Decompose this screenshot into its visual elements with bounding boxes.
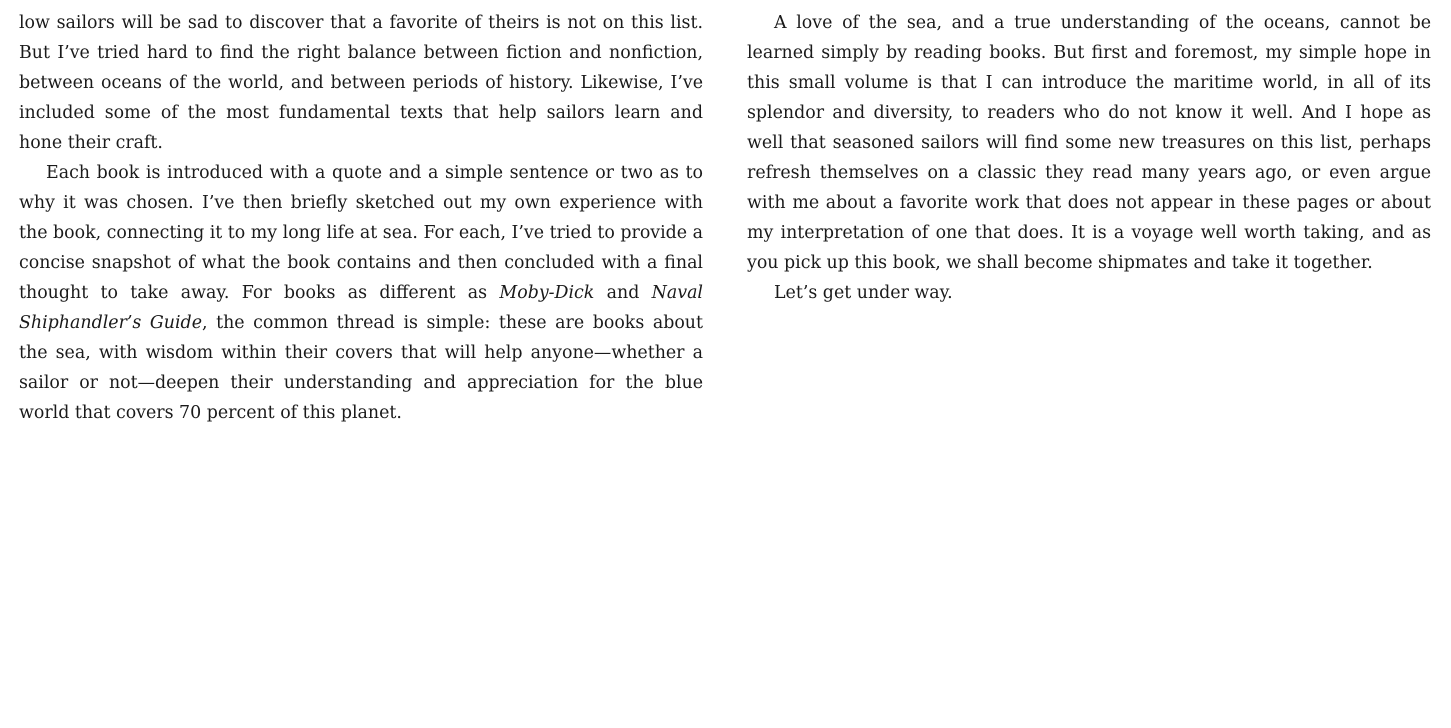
book-spread <box>19 8 1431 428</box>
left-paragraph-2-text-c: , the common thread is simple: these are books about the sea, with wisdom within their covers that will help anyone—whether a sailor or not—deepen their understanding and appreciation for the blue world that covers 70 percent of this planet. <box>19 313 703 423</box>
left-page <box>19 8 703 428</box>
left-paragraph-2-text-b: and <box>594 283 652 303</box>
right-page <box>747 8 1431 428</box>
left-paragraph-2 <box>19 158 703 428</box>
book-title-naval-shiphandlers-guide: Naval Shiphandler’s Guide <box>19 283 703 333</box>
right-paragraph-1: A love of the sea, and a true understanding of the oceans, cannot be learned simply by reading books. But first and foremost, my simple hope in this small volume is that I can introduce the maritime world, in all of its splendor and diversity, to readers who do not know it well. And I hope as well that seasoned sailors will find some new treasures on this list, perhaps refresh themselves on a classic they read many years ago, or even argue with me about a favorite work that does not appear in these pages or about my interpretation of one that does. It is a voyage well worth taking, and as you pick up this book, we shall become shipmates and take it together. <box>747 13 1431 273</box>
left-paragraph-1: low sailors will be sad to discover that a favorite of theirs is not on this list. But I’ve tried hard to find the right balance between fiction and nonfiction, between oceans of the world, and between periods of history. Likewise, I’ve included some of the most fundamental texts that help sailors learn and hone their craft. <box>19 13 703 153</box>
left-paragraph-2-text-a: Each book is introduced with a quote and a simple sentence or two as to why it was chosen. I’ve then briefly sketched out my own experience with the book, connecting it to my long life at sea. For each, I’ve tried to provide a concise snapshot of what the book contains and then concluded with a final thought to take away. For books as different as <box>19 163 703 303</box>
right-paragraph-2: Let’s get under way. <box>774 283 953 303</box>
book-title-moby-dick: Moby-Dick <box>499 283 595 303</box>
